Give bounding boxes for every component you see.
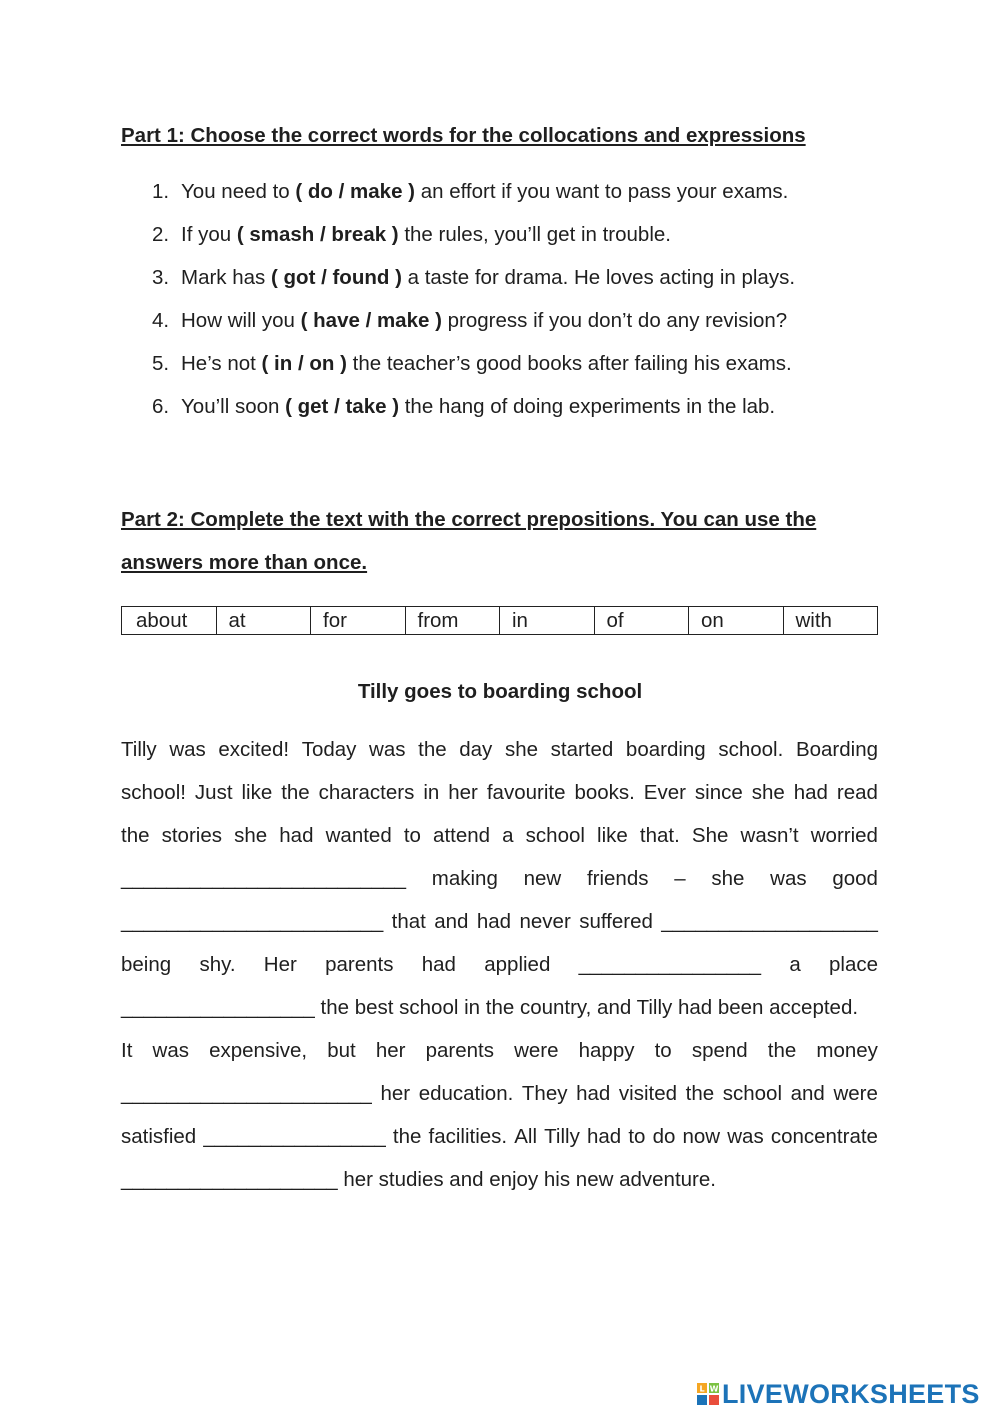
story-word: visited [618,1082,678,1105]
story-word: Today [301,738,357,761]
word-box-cell: with [783,607,878,635]
story-word: parents [325,953,394,976]
story-word: the [121,824,150,847]
story-word: was [169,738,206,761]
story-word: She [691,824,729,847]
answer-blank: ________________ [578,953,762,976]
story-word: that [391,910,426,933]
question-number: 5. [152,352,170,375]
story-word: favourite [486,781,566,804]
story-word: school. [718,738,784,761]
preposition-word-box [121,606,878,635]
question-text-after: the hang of doing experiments in the lab. [399,395,776,418]
story-word: her [375,1039,406,1062]
story-word: books. [574,781,635,804]
story-word: to [654,1039,672,1062]
story-word: a [789,953,801,976]
question-options: ( got / found ) [271,266,402,289]
story-word: wanted [325,824,392,847]
story-word: was [152,1039,189,1062]
story-word: being [121,953,172,976]
story-word: but [327,1039,356,1062]
question-item [152,305,795,348]
question-text-before: You need to [181,180,296,203]
question-text-after: an effort if you want to pass your exams. [415,180,789,203]
story-word: had [576,1082,611,1105]
story-line [121,820,878,863]
question-number: 4. [152,309,170,332]
story-word: had [421,953,456,976]
story-word: had [279,824,314,847]
question-options: ( in / on ) [261,352,347,375]
question-text-after: a taste for drama. He loves acting in plays. [401,266,796,289]
answer-blank: ___________________ her studies and enjoy his new adventure. [121,1168,716,1191]
svg-text:L: L [699,1384,705,1394]
story-word: suffered [579,910,653,933]
question-number: 2. [152,223,170,246]
question-options: ( get / take ) [285,395,400,418]
story-word: attend [433,824,491,847]
story-word: stories [161,824,222,847]
story-word: and [790,1082,825,1105]
part2-heading-line1: Part 2: Complete the text with the correct prepositions. You can use the [121,508,817,531]
story-word: was [369,738,406,761]
story-line [121,777,878,820]
svg-text:W: W [709,1384,719,1394]
story-word: Her [263,953,297,976]
answer-blank: _________________ the best school in the country, and Tilly had been accepted. [121,996,859,1019]
story-word: the [767,1039,797,1062]
story-word: good [832,867,878,890]
story-word: her [448,781,478,804]
story-line [121,992,878,1035]
part1-heading: Part 1: Choose the correct words for the collocations and expressions [121,124,806,147]
question-item [152,219,795,262]
story-word: school [525,824,585,847]
story-word: parents [425,1039,494,1062]
word-box-cell: in [500,607,595,635]
story-title: Tilly goes to boarding school [357,680,643,703]
story-word: she [751,781,785,804]
question-text-before: How will you [181,309,301,332]
word-box-cell: on [689,607,784,635]
story-word: friends [586,867,649,890]
story-line [121,863,878,906]
story-word: facilities. [428,1125,508,1148]
answer-blank: _________________________ [121,867,407,890]
story-line [121,1035,878,1078]
story-word: were [514,1039,559,1062]
story-word: to [403,824,421,847]
story-word: expensive, [209,1039,308,1062]
story-word: money [816,1039,878,1062]
word-box-cell: about [122,607,217,635]
question-text-before: If you [181,223,237,246]
question-item [152,176,795,219]
story-word: to [628,1125,646,1148]
liveworksheets-logo-icon [697,1383,719,1405]
story-word: the [418,738,447,761]
story-word: Just [194,781,233,804]
story-word: spend [691,1039,748,1062]
story-word: was [727,1125,764,1148]
story-word: since [694,781,743,804]
answer-blank: ________________ [203,1125,386,1148]
answer-blank: ______________________ [121,1082,372,1105]
word-box-cell: at [216,607,311,635]
story-word: was [770,867,807,890]
story-word: had [793,781,828,804]
story-word: had [586,1125,622,1148]
story-word: They [521,1082,568,1105]
word-box-cell: for [311,607,406,635]
story-word: the [685,1082,715,1105]
question-number: 6. [152,395,170,418]
story-word: never [519,910,571,933]
story-word: the [392,1125,422,1148]
story-word: like [241,781,273,804]
question-text-after: progress if you don’t do any revision? [441,309,788,332]
story-word: concentrate [770,1125,878,1148]
story-text [121,734,878,1207]
question-text-before: He’s not [181,352,262,375]
part1-question-list [152,176,795,434]
question-item [152,348,795,391]
story-word: the [281,781,310,804]
story-word: day [459,738,493,761]
story-word: Tilly [121,738,157,761]
story-word: wasn’t [740,824,799,847]
question-text-before: Mark has [181,266,271,289]
story-word: worried [810,824,878,847]
question-text-after: the teacher’s good books after failing his exams. [346,352,792,375]
story-word: school! [121,781,186,804]
story-word: she [504,738,538,761]
story-word: she [234,824,268,847]
story-line [121,906,878,949]
story-word: boarding [625,738,706,761]
story-word: do [652,1125,676,1148]
story-word: new [523,867,562,890]
question-options: ( smash / break ) [236,223,399,246]
question-text-after: the rules, you’ll get in trouble. [398,223,671,246]
story-word: Boarding [795,738,878,761]
story-word: now [682,1125,721,1148]
story-line [121,1121,878,1164]
story-word: read [836,781,878,804]
story-word: and [434,910,469,933]
liveworksheets-logo-text: LIVEWORKSHEETS [722,1379,980,1409]
word-box-row [122,607,878,635]
story-word: place [828,953,878,976]
story-word: excited! [218,738,290,761]
question-text-before: You’ll soon [181,395,286,418]
liveworksheets-logo [697,1379,980,1409]
word-box-cell: of [594,607,689,635]
word-box-cell: from [405,607,500,635]
story-word: making [431,867,498,890]
story-line [121,734,878,777]
story-word: applied [484,953,551,976]
story-word: that. [639,824,680,847]
part2-heading-line2: answers more than once. [121,551,368,574]
question-item [152,391,795,434]
story-word: shy. [199,953,236,976]
question-number: 1. [152,180,170,203]
story-word: happy [578,1039,635,1062]
story-word: were [833,1082,878,1105]
story-line [121,949,878,992]
story-word: It [121,1039,133,1062]
question-options: ( have / make ) [300,309,442,332]
story-word: characters [318,781,415,804]
story-word: Ever [643,781,686,804]
question-item [152,262,795,305]
story-word: education. [418,1082,514,1105]
story-word: school [722,1082,783,1105]
story-word: like [597,824,628,847]
answer-blank: ___________________ [661,910,878,933]
story-line [121,1078,878,1121]
story-word: – [674,867,686,890]
story-word: Tilly [544,1125,580,1148]
story-word: satisfied [121,1125,197,1148]
question-options: ( do / make ) [295,180,415,203]
story-word: she [711,867,745,890]
story-line [121,1164,878,1207]
answer-blank: _______________________ [121,910,384,933]
story-word: started [550,738,614,761]
story-word: had [476,910,512,933]
story-word: All [514,1125,538,1148]
story-word: her [380,1082,411,1105]
story-word: in [423,781,440,804]
question-number: 3. [152,266,170,289]
story-word: a [502,824,514,847]
